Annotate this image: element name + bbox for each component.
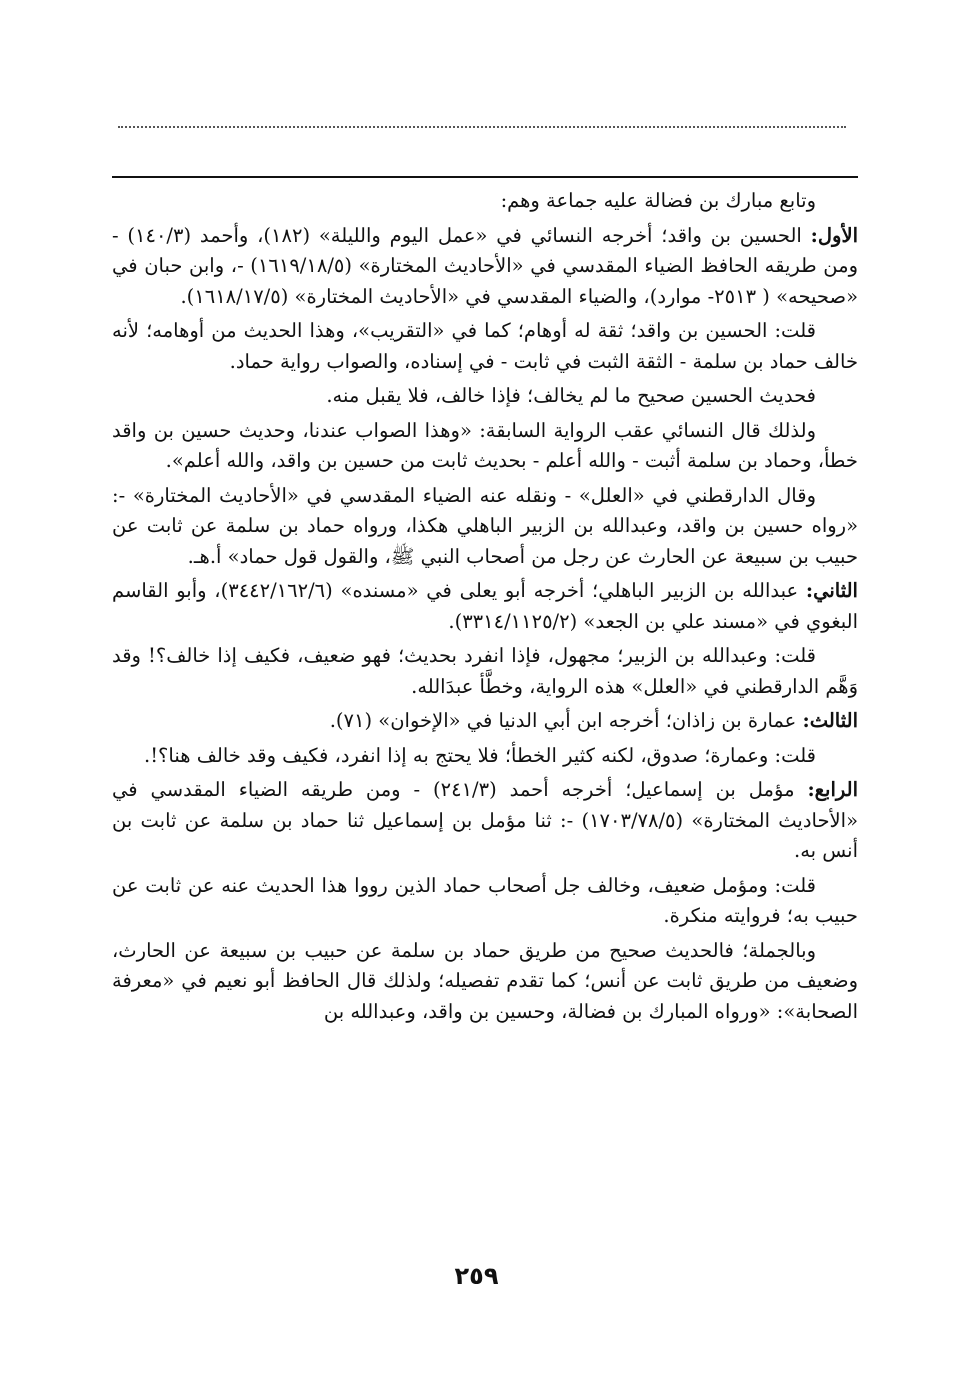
paragraph-7	[112, 576, 858, 637]
paragraph-3	[112, 316, 858, 377]
paragraph-text: وبالجملة؛ فالحديث صحيح من طريق حماد بن سلمة عن حبيب بن سبيعة عن الحارث، وضعيف من طريق ثابت عن أنس؛ كما تقدم تفصيله؛ ولذلك قال الحافظ أبو نعيم في «معرفة الصحابة»: «ورواه المبارك بن فضالة، وحسين بن واقد، وعبدالله بن	[112, 938, 858, 1023]
paragraph-text: وتابع مبارك بن فضالة عليه جماعة وهم:	[500, 189, 816, 212]
paragraph-text: قلت: ومؤمل ضعيف، وخالف جل أصحاب حماد الذين رووا هذا الحديث عنه عن ثابت عن حبيب به؛ فروايته منكرة.	[112, 873, 858, 927]
paragraph-10	[112, 741, 858, 772]
header-dotted-rule	[118, 126, 846, 128]
paragraph-text: فحديث الحسين صحيح ما لم يخالف؛ فإذا خالف، فلا يقبل منه.	[326, 384, 816, 407]
page-number: ٢٥٩	[454, 1262, 499, 1290]
paragraph-text: قلت: وعبدالله بن الزبير؛ مجهول، فإذا انفرد بحديث؛ فهو ضعيف، فكيف إذا خالف؟! وقد وَهَّم الدارقطني في «العلل» هذه الرواية، وخطَّأ عبدَالله.	[112, 644, 858, 698]
paragraph-text: ولذلك قال النسائي عقب الرواية السابقة: «وهذا الصواب عندنا، وحديث حسين بن واقد خطأ، وحماد بن سلمة أثبت - والله أعلم - بحديث ثابت من حسين بن واقد، والله أعلم».	[112, 418, 858, 472]
paragraph-text: عبدالله بن الزبير الباهلي؛ أخرجه أبو يعلى في «مسنده» (٣٤٤٢/١٦٢/٦)، وأبو القاسم البغوي في «مسند علي بن الجعد» (٣٣١٤/١١٢٥/٢).	[112, 579, 858, 633]
paragraph-6	[112, 481, 858, 573]
page-body	[112, 186, 858, 1031]
paragraph-label: الرابع:	[807, 778, 858, 801]
paragraph-2	[112, 221, 858, 313]
paragraph-label: الثالث:	[802, 709, 858, 732]
paragraph-1	[112, 186, 858, 217]
paragraph-text: قلت: الحسين بن واقد؛ ثقة له أوهام؛ كما في «التقريب»، وهذا الحديث من أوهامه؛ لأنه خالف حماد بن سلمة - الثقة الثبت في ثابت - في إسناده، والصواب رواية حماد.	[112, 319, 858, 373]
paragraph-text: وقال الدارقطني في «العلل» - ونقله عنه الضياء المقدسي في «الأحاديث المختارة» -: «رواه حسين بن واقد، وعبدالله بن الزبير الباهلي هكذا، ورواه حماد بن سلمة عن ثابت عن حبيب بن سبيعة عن الحارث عن رجل من أصحاب النبي ﷺ، والقول قول حماد» أ.هـ.	[112, 483, 858, 568]
paragraph-label: الثاني:	[805, 579, 858, 602]
paragraph-11	[112, 775, 858, 867]
header-solid-rule	[112, 176, 858, 178]
paragraph-text: عمارة بن زاذان؛ أخرجه ابن أبي الدنيا في «الإخوان» (٧١).	[329, 709, 803, 732]
paragraph-8	[112, 641, 858, 702]
paragraph-text: مؤمل بن إسماعيل؛ أخرجه أحمد (٢٤١/٣) - ومن طريقه الضياء المقدسي في «الأحاديث المختارة» (١٧٠٣/٧٨/٥) -: ثنا مؤمل بن إسماعيل ثنا حماد بن سلمة عن ثابت بن أنس به.	[112, 778, 859, 862]
paragraph-5	[112, 416, 858, 477]
paragraph-13	[112, 936, 858, 1028]
paragraph-text: قلت: وعمارة؛ صدوق، لكنه كثير الخطأ؛ فلا يحتج به إذا انفرد، فكيف وقد خالف هنا؟!.	[144, 743, 816, 767]
paragraph-9	[112, 706, 858, 737]
paragraph-label: الأول:	[810, 223, 858, 247]
paragraph-text: الحسين بن واقد؛ أخرجه النسائي في «عمل اليوم والليلة» (١٨٢)، وأحمد (١٤٠/٣) - ومن طريقه الحافظ الضياء المقدسي في «الأحاديث المختارة» (١٦١٩/١٨/٥) -، وابن حبان في «صحيحه» ( ٢٥١٣- موارد)، والضياء المقدسي في «الأحاديث المختارة» (١٦١٨/١٧/٥).	[112, 223, 858, 308]
paragraph-12	[112, 871, 858, 932]
paragraph-4	[112, 381, 858, 412]
